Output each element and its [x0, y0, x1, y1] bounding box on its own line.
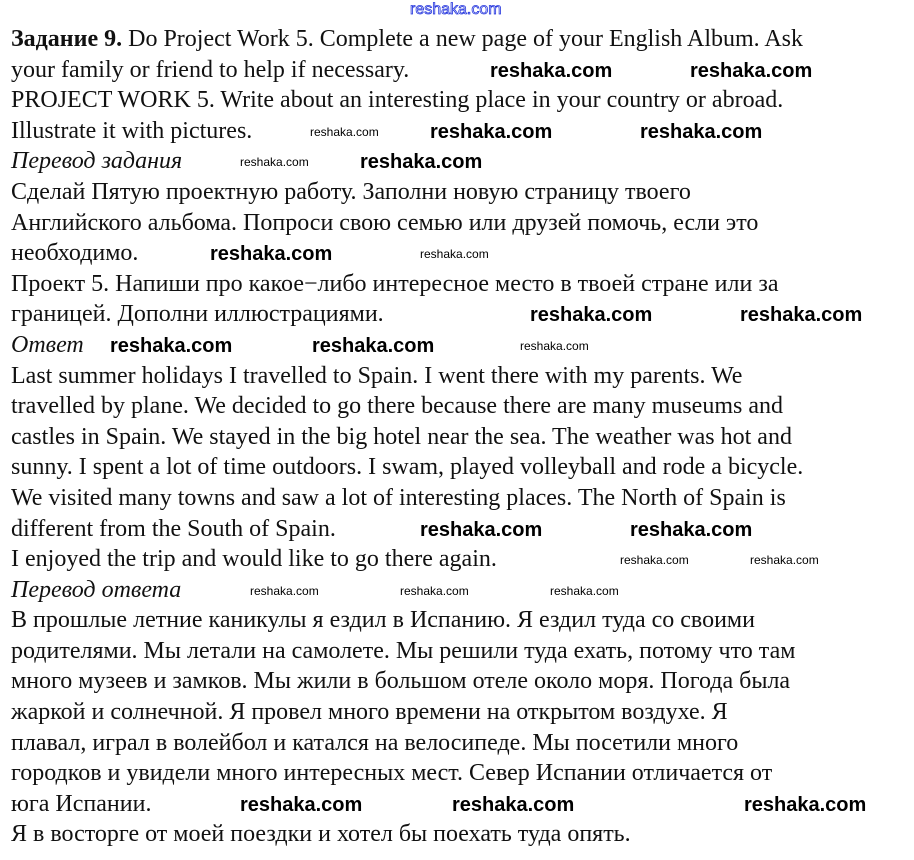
text-line: castles in Spain. We stayed in the big hotel near the sea. The weather was hot and: [11, 423, 792, 450]
watermark: reshaka.com: [630, 519, 753, 541]
watermark: reshaka.com: [530, 304, 653, 326]
text-line: We visited many towns and saw a lot of interesting places. The North of Spain is: [11, 484, 786, 511]
section-heading-answer: Ответ: [11, 331, 84, 358]
watermark-small: reshaka.com: [250, 584, 319, 598]
watermark-small: reshaka.com: [400, 584, 469, 598]
watermark: reshaka.com: [360, 151, 483, 173]
watermark: reshaka.com: [740, 304, 863, 326]
watermark: reshaka.com: [430, 121, 553, 143]
watermark: reshaka.com: [110, 335, 233, 357]
text-line: travelled by plane. We decided to go there because there are many museums and: [11, 393, 783, 420]
watermark: reshaka.com: [240, 794, 363, 816]
text-line: Сделай Пятую проектную работу. Заполни новую страницу твоего: [11, 178, 691, 205]
text-line: Английского альбома. Попроси свою семью или друзей помочь, если это: [11, 209, 759, 236]
text-line: городков и увидели много интересных мест. Север Испании отличается от: [11, 760, 773, 787]
watermark: reshaka.com: [420, 519, 543, 541]
text-line: жаркой и солнечной. Я провел много времени на открытом воздухе. Я: [11, 699, 728, 726]
watermark-small: reshaka.com: [240, 155, 309, 169]
text-line: В прошлые летние каникулы я ездил в Испанию. Я ездил туда со своими: [11, 607, 755, 634]
text-line: Illustrate it with pictures.: [11, 117, 253, 144]
watermark: reshaka.com: [452, 794, 575, 816]
text-line: необходимо.: [11, 240, 139, 267]
watermark-small: reshaka.com: [310, 125, 379, 139]
watermark-small: reshaka.com: [620, 553, 689, 567]
text-line: границей. Дополни иллюстрациями.: [11, 301, 384, 328]
text-line: different from the South of Spain.: [11, 515, 336, 542]
watermark: reshaka.com: [490, 60, 613, 82]
text-line: родителями. Мы летали на самолете. Мы решили туда ехать, потому что там: [11, 637, 796, 664]
section-heading-task-translation: Перевод задания: [11, 148, 183, 175]
watermark-small: reshaka.com: [420, 247, 489, 261]
text-line: Проект 5. Напиши про какое−либо интересное место в твоей стране или за: [11, 270, 779, 297]
task-label: Задание 9.: [11, 26, 123, 52]
watermark-small: reshaka.com: [520, 339, 589, 353]
text-line: Last summer holidays I travelled to Spain. I went there with my parents. We: [11, 362, 743, 389]
text-line: юга Испании.: [11, 790, 152, 817]
watermark: reshaka.com: [640, 121, 763, 143]
text-line: плавал, играл в волейбол и катался на велосипеде. Мы посетили много: [11, 729, 739, 756]
watermark: reshaka.com: [312, 335, 435, 357]
section-heading-answer-translation: Перевод ответа: [11, 576, 182, 603]
text-line: your family or friend to help if necessary.: [11, 56, 410, 83]
text-line: Я в восторге от моей поездки и хотел бы поехать туда опять.: [11, 821, 631, 848]
watermark: reshaka.com: [690, 60, 813, 82]
document-body: [11, 24, 911, 850]
watermark-logo: reshaka.com: [410, 1, 502, 18]
task-line: [11, 24, 911, 55]
task-text: Do Project Work 5. Complete a new page of your English Album. Ask: [122, 26, 803, 52]
watermark-small: reshaka.com: [750, 553, 819, 567]
text-line: I enjoyed the trip and would like to go there again.: [11, 546, 497, 573]
text-line: много музеев и замков. Мы жили в большом отеле около моря. Погода была: [11, 668, 791, 695]
watermark: reshaka.com: [744, 794, 867, 816]
text-line: sunny. I spent a lot of time outdoors. I swam, played volleyball and rode a bicycle.: [11, 454, 804, 481]
watermark: reshaka.com: [210, 243, 333, 265]
text-line: PROJECT WORK 5. Write about an interesting place in your country or abroad.: [11, 87, 784, 114]
watermark-small: reshaka.com: [550, 584, 619, 598]
